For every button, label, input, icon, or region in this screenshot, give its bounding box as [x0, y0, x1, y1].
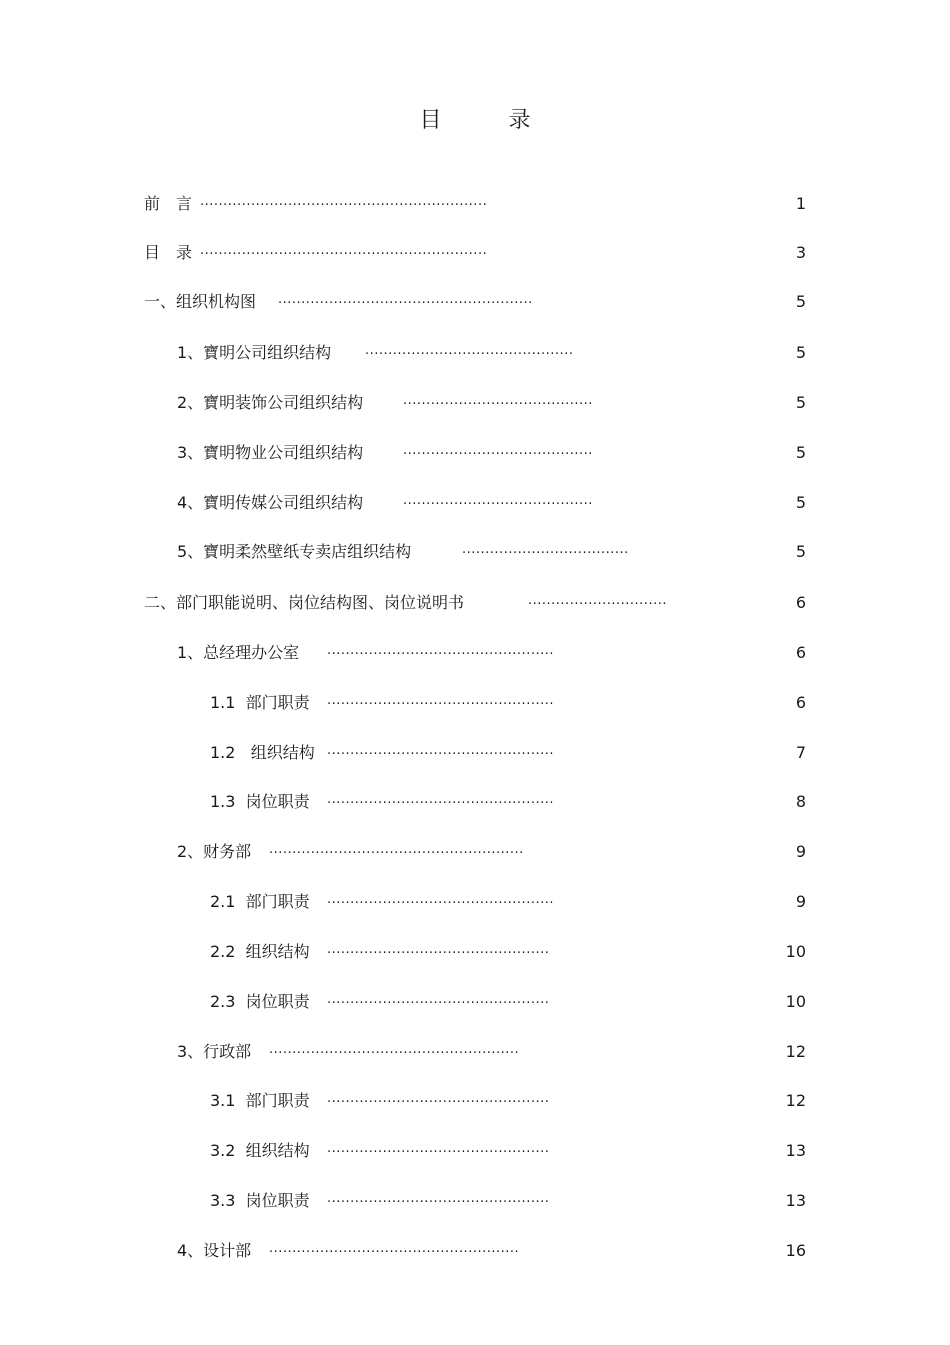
toc-entry-section-2[interactable] — [0, 591, 950, 615]
toc-entry-preface[interactable] — [0, 192, 950, 216]
toc-entry-5[interactable] — [0, 540, 950, 564]
toc-entry-page: 9 — [795, 842, 806, 861]
toc-entry-label: 3.3 岗位职责 — [210, 1191, 310, 1210]
toc-entry-label: 3.1 部门职责 — [210, 1091, 310, 1110]
toc-leader-dots: ................................................ — [327, 992, 550, 1007]
toc-leader-dots: ....................................................... — [278, 292, 533, 307]
toc-entry-page: 8 — [795, 792, 806, 811]
toc-entry-label: 5、寶明柔然壁纸专卖店组织结构 — [177, 542, 412, 561]
toc-entry-4[interactable] — [0, 491, 950, 515]
toc-entry-page: 6 — [795, 593, 806, 612]
toc-leader-dots: ......................................... — [403, 443, 593, 458]
toc-entry-page: 12 — [785, 1042, 806, 1061]
toc-leader-dots: .............................................................. — [200, 243, 488, 258]
toc-entry-page: 6 — [795, 643, 806, 662]
toc-entry-page: 5 — [795, 343, 806, 362]
toc-entry-label: 2.3 岗位职责 — [210, 992, 310, 1011]
toc-entry-page: 5 — [795, 542, 806, 561]
toc-entry-label: 二、部门职能说明、岗位结构图、岗位说明书 — [144, 593, 465, 612]
toc-entry-label: 1、寶明公司组织结构 — [177, 343, 332, 362]
toc-entry-page: 12 — [785, 1091, 806, 1110]
page-title: 目 录 — [419, 108, 561, 133]
toc-leader-dots: ................................................ — [327, 1091, 550, 1106]
toc-leader-dots: ...................................................... — [269, 1042, 520, 1057]
toc-entry-label: 3.2 组织结构 — [210, 1141, 310, 1160]
toc-entry-label: 目 录 — [144, 243, 193, 262]
toc-leader-dots: ......................................... — [403, 493, 593, 508]
toc-leader-dots: .............................................................. — [200, 194, 488, 209]
toc-entry-2-finance[interactable] — [0, 840, 950, 864]
toc-entry-3-1-sub[interactable] — [0, 1089, 950, 1113]
toc-entry-label: 4、设计部 — [177, 1241, 252, 1260]
toc-entry-page: 6 — [795, 693, 806, 712]
toc-entry-page: 1 — [795, 194, 806, 213]
toc-entry-3-2-sub[interactable] — [0, 1139, 950, 1163]
toc-entry-label: 3、行政部 — [177, 1042, 252, 1061]
toc-entry-label: 一、组织机构图 — [144, 292, 257, 311]
toc-entry-page: 5 — [795, 493, 806, 512]
toc-leader-dots: .................................... — [462, 542, 629, 557]
toc-leader-dots: ................................................. — [327, 743, 554, 758]
toc-entry-2[interactable] — [0, 391, 950, 415]
toc-leader-dots: ................................................. — [327, 892, 554, 907]
toc-entry-page: 5 — [795, 292, 806, 311]
toc-entry-page: 13 — [785, 1141, 806, 1160]
toc-entry-page: 10 — [785, 992, 806, 1011]
toc-leader-dots: ................................................. — [327, 643, 554, 658]
toc-entry-page: 9 — [795, 892, 806, 911]
toc-entry-label: 4、寶明传媒公司组织结构 — [177, 493, 364, 512]
toc-entry-label: 2.2 组织结构 — [210, 942, 310, 961]
toc-entry-contents[interactable] — [0, 241, 950, 265]
toc-entry-label: 1.3 岗位职责 — [210, 792, 310, 811]
toc-entry-1-3[interactable] — [0, 790, 950, 814]
toc-leader-dots: ....................................................... — [269, 842, 524, 857]
toc-entry-4-design[interactable] — [0, 1239, 950, 1263]
toc-entry-page: 16 — [785, 1241, 806, 1260]
toc-leader-dots: ................................................. — [327, 693, 554, 708]
toc-entry-label: 前 言 — [144, 194, 193, 213]
toc-entry-page: 5 — [795, 393, 806, 412]
toc-entry-page: 5 — [795, 443, 806, 462]
toc-entry-page: 3 — [795, 243, 806, 262]
toc-entry-1-2[interactable] — [0, 741, 950, 765]
toc-entry-3-3-sub[interactable] — [0, 1189, 950, 1213]
toc-entry-label: 1、总经理办公室 — [177, 643, 300, 662]
toc-entry-2-1[interactable] — [0, 641, 950, 665]
toc-leader-dots: ................................................ — [327, 1191, 550, 1206]
toc-entry-section-1[interactable] — [0, 290, 950, 314]
toc-entry-label: 1.1 部门职责 — [210, 693, 310, 712]
toc-leader-dots: ................................................ — [327, 1141, 550, 1156]
toc-entry-page: 13 — [785, 1191, 806, 1210]
toc-entry-3[interactable] — [0, 441, 950, 465]
toc-entry-1-1[interactable] — [0, 691, 950, 715]
toc-entry-page: 7 — [795, 743, 806, 762]
toc-entry-label: 2.1 部门职责 — [210, 892, 310, 911]
toc-leader-dots: ...................................................... — [269, 1241, 520, 1256]
toc-entry-2-3-sub[interactable] — [0, 990, 950, 1014]
toc-entry-1[interactable] — [0, 341, 950, 365]
toc-leader-dots: ................................................ — [327, 942, 550, 957]
toc-entry-label: 1.2 组织结构 — [210, 743, 315, 762]
toc-entry-3-admin[interactable] — [0, 1040, 950, 1064]
toc-leader-dots: ................................................. — [327, 792, 554, 807]
toc-entry-2-2-sub[interactable] — [0, 940, 950, 964]
toc-entry-2-1-sub[interactable] — [0, 890, 950, 914]
toc-leader-dots: ............................................. — [365, 343, 574, 358]
toc-entry-label: 3、寶明物业公司组织结构 — [177, 443, 364, 462]
toc-leader-dots: .............................. — [528, 593, 667, 608]
toc-leader-dots: ......................................... — [403, 393, 593, 408]
toc-entry-label: 2、财务部 — [177, 842, 252, 861]
toc-entry-page: 10 — [785, 942, 806, 961]
toc-entry-label: 2、寶明装饰公司组织结构 — [177, 393, 364, 412]
